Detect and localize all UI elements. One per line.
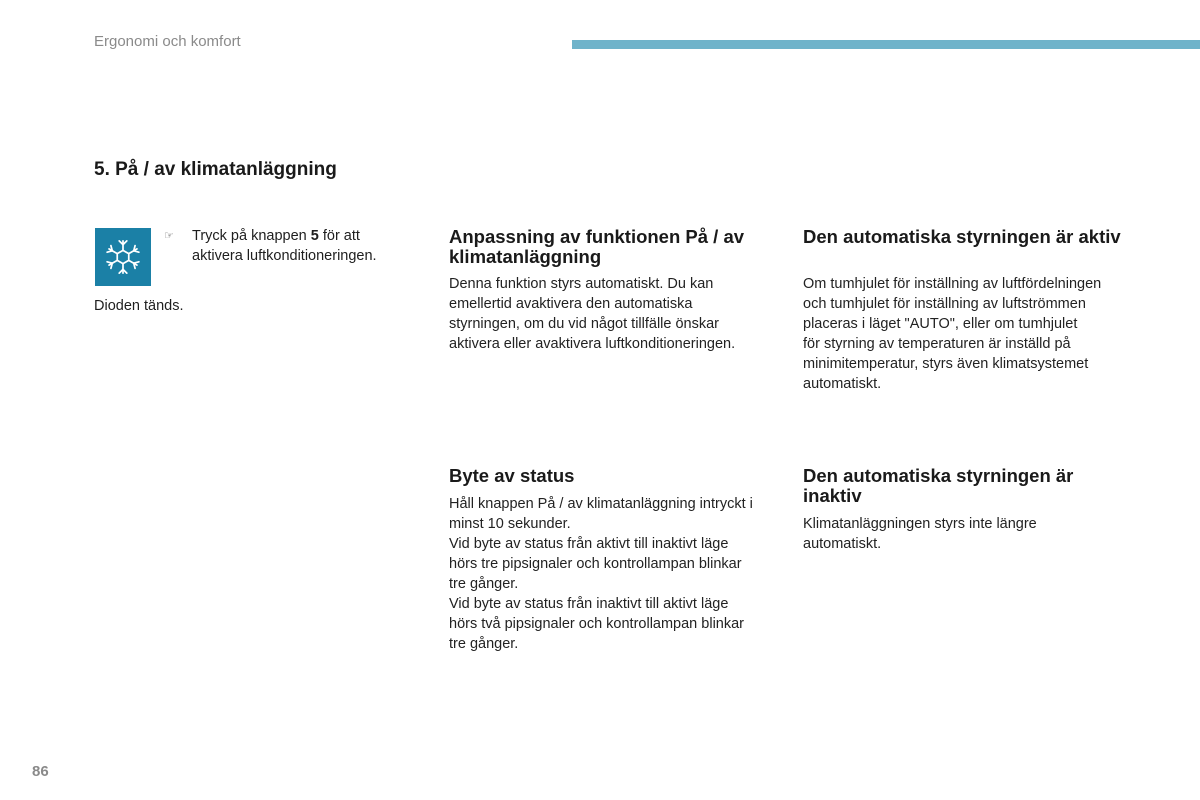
heading-on-off-customization: Anpassning av funktionen På / av klimatanläggning bbox=[449, 226, 745, 267]
paragraph-auto-active: Om tumhjulet för inställning av luftfördelningen och tumhjulet för inställning av luftströmmen placeras i läget "AUTO", eller om tumhjulet för styrning av temperaturen är inställd på minimitemperatur, styrs även klimatsystemet automatiskt. bbox=[803, 276, 1102, 392]
header-accent-bar bbox=[572, 40, 1200, 49]
running-header: Ergonomi och komfort bbox=[94, 33, 241, 50]
paragraph-auto-inactive: Klimatanläggningen styrs inte längre automatiskt. bbox=[803, 516, 1037, 552]
paragraph-status-change: Håll knappen På / av klimatanläggning intryckt i minst 10 sekunder. Vid byte av status från aktivt till inaktivt läge hörs tre pipsignaler och kontrollampan blinkar tre gånger. Vid byte av status från inaktivt till aktivt läge hörs två pipsignaler och kontrollampan blinkar tre gånger. bbox=[449, 496, 753, 652]
instruction-bullet bbox=[164, 226, 414, 266]
heading-status-change: Byte av status bbox=[449, 465, 575, 486]
heading-auto-active: Den automatiska styrningen är aktiv bbox=[803, 226, 1121, 247]
section-title: 5. På / av klimatanläggning bbox=[94, 159, 337, 180]
snowflake-icon bbox=[95, 228, 151, 286]
pointer-arrow-icon: ☞ bbox=[164, 230, 174, 242]
paragraph-on-off-customization: Denna funktion styrs automatiskt. Du kan emellertid avaktivera den automatiska styrningen, om du vid något tillfälle önskar aktivera eller avaktivera luftkonditioneringen. bbox=[449, 276, 736, 352]
page-number: 86 bbox=[32, 763, 49, 780]
heading-auto-inactive: Den automatiska styrningen är inaktiv bbox=[803, 465, 1074, 506]
instruction-text: Tryck på knappen 5 för att aktivera luftkonditioneringen. bbox=[192, 228, 377, 264]
button-number: 5 bbox=[310, 228, 319, 244]
diode-note: Dioden tänds. bbox=[94, 298, 184, 314]
